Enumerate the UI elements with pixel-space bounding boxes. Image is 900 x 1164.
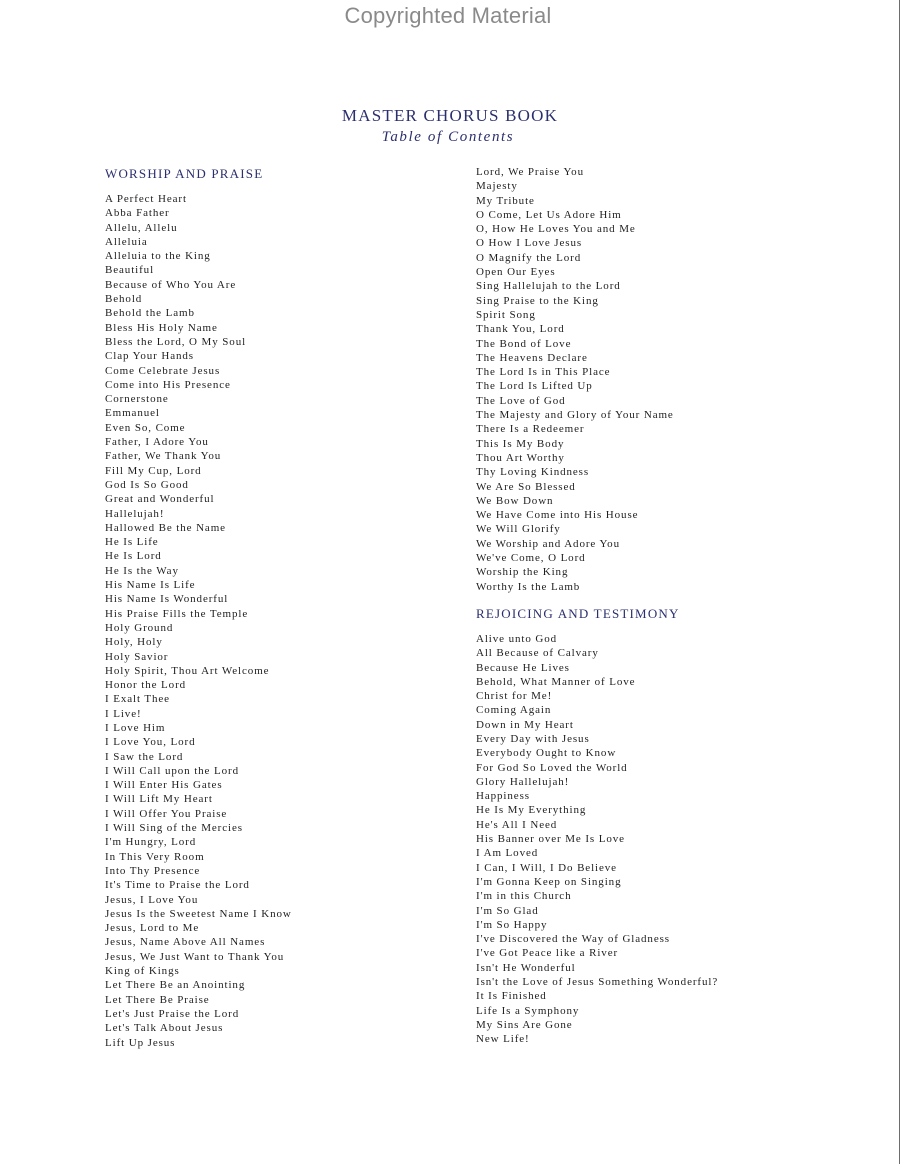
song-title: The Love of God [476,394,566,407]
song-title: A Perfect Heart [105,193,187,205]
song-title: Because of Who You Are [105,278,237,291]
song-title: Everybody Ought to Know [476,747,617,760]
song-title: Open Our Eyes [476,266,556,279]
song-title: Father, I Adore You [105,436,209,449]
song-title: Into Thy Presence [105,864,201,877]
song-title: I Love Him [105,721,166,734]
worship-song-list-continued [476,165,836,594]
song-title: Honor the Lord [105,679,187,692]
song-title: I'm So Glad [476,904,539,917]
song-title: I Will Call upon the Lord [105,764,239,777]
song-title: Let There Be Praise [105,993,210,1006]
rejoicing-song-list [476,632,836,1047]
song-title: Sing Hallelujah to the Lord [476,280,621,293]
song-title: Come Celebrate Jesus [105,364,221,377]
song-title: Sing Praise to the King [476,294,599,307]
song-title: Clap Your Hands [105,350,194,363]
copyright-watermark: Copyrighted Material [344,3,552,28]
song-title: I Can, I Will, I Do Believe [476,861,617,874]
song-title: O How I Love Jesus [476,237,583,250]
song-title: I Will Offer You Praise [105,807,228,820]
song-title: Let's Just Praise the Lord [105,1007,240,1020]
song-title: Holy Savior [105,650,169,663]
song-title: Thank You, Lord [476,323,565,336]
song-title: I'm Gonna Keep on Singing [476,875,622,888]
song-title: King of Kings [105,965,180,978]
song-title: There Is a Redeemer [476,423,585,436]
section-heading-rejoicing: REJOICING AND TESTIMONY [476,605,680,621]
song-title: Worthy Is the Lamb [476,580,581,593]
song-title: Jesus, I Love You [105,893,199,906]
song-title: Holy Ground [105,621,174,634]
song-title: His Praise Fills the Temple [105,607,249,620]
song-title: I Saw the Lord [105,750,184,763]
song-title: I Love You, Lord [105,736,196,749]
song-title: Bless the Lord, O My Soul [105,335,247,348]
song-title: O Magnify the Lord [476,251,582,264]
song-title: He Is My Everything [476,804,587,817]
song-title: Behold, What Manner of Love [476,675,636,688]
song-title: Let There Be an Anointing [105,979,246,992]
right-column [476,165,836,1047]
song-title: Spirit Song [476,308,536,321]
song-title: Abba Father [105,207,170,220]
song-title: We Bow Down [476,494,554,507]
song-title: O Come, Let Us Adore Him [476,208,622,221]
song-title: Thy Loving Kindness [476,466,590,479]
song-title: His Name Is Life [105,579,196,592]
song-title: I Exalt Thee [105,693,170,706]
song-title: Great and Wonderful [105,493,215,506]
song-title: Let's Talk About Jesus [105,1022,224,1035]
song-title: God Is So Good [105,478,189,491]
song-title: We Will Glorify [476,523,561,536]
song-title: The Lord Is in This Place [476,366,611,379]
song-title: I'm Hungry, Lord [105,836,197,849]
song-title: Hallowed Be the Name [105,521,226,534]
song-title: Even So, Come [105,421,186,434]
song-title: He Is Life [105,536,159,549]
song-title: My Sins Are Gone [476,1018,573,1031]
book-title: MASTER CHORUS BOOK [341,106,559,125]
song-title: O, How He Loves You and Me [476,223,636,236]
song-title: Holy, Holy [105,636,163,649]
song-title: Emmanuel [105,407,160,420]
song-title: Fill My Cup, Lord [105,464,202,477]
worship-song-list [105,192,465,1050]
song-title: Bless His Holy Name [105,321,218,334]
song-title: Isn't the Love of Jesus Something Wonderful? [476,976,719,989]
song-title: Every Day with Jesus [476,732,590,745]
song-title: Down in My Heart [476,718,574,731]
song-title: For God So Loved the World [476,761,628,774]
song-title: The Majesty and Glory of Your Name [476,409,674,422]
song-title: Worship the King [476,566,569,579]
song-title: Majesty [476,180,518,193]
song-title: I Will Enter His Gates [105,779,223,792]
song-title: Because He Lives [476,661,570,674]
song-title: Jesus, Name Above All Names [105,936,266,949]
song-title: Allelu, Allelu [105,221,178,234]
song-title: Hallelujah! [105,507,165,520]
song-title: I'm So Happy [476,918,548,931]
song-title: Thou Art Worthy [476,451,565,464]
song-title: The Lord Is Lifted Up [476,380,593,393]
song-title: Alleluia [105,235,148,248]
song-title: It's Time to Praise the Lord [105,879,250,892]
song-title: Jesus, We Just Want to Thank You [105,950,285,963]
song-title: Father, We Thank You [105,450,222,463]
song-title: We've Come, O Lord [476,552,586,565]
left-column [105,165,465,1050]
song-title: In This Very Room [105,850,205,863]
song-title: Jesus Is the Sweetest Name I Know [105,907,292,920]
section-heading-worship: WORSHIP AND PRAISE [105,166,264,181]
song-title: I Will Sing of the Mercies [105,822,243,835]
song-title: Life Is a Symphony [476,1004,580,1017]
song-title: I'm in this Church [476,890,572,903]
song-title: He Is the Way [105,564,179,577]
song-title: Isn't He Wonderful [476,961,576,974]
song-title: Alleluia to the King [105,250,211,263]
song-title: We Are So Blessed [476,480,576,493]
song-title: Christ for Me! [476,690,553,703]
song-title: We Have Come into His House [476,509,639,522]
song-title: I Will Lift My Heart [105,793,213,806]
song-title: The Bond of Love [476,337,572,350]
song-title: He Is Lord [105,550,162,563]
toc-subtitle: Table of Contents [381,129,515,145]
song-title: I Live! [105,707,142,720]
song-title: New Life! [476,1033,530,1046]
song-title: Holy Spirit, Thou Art Welcome [105,664,270,677]
song-title: Come into His Presence [105,378,231,391]
song-title: Beautiful [105,264,155,277]
song-title: I've Got Peace like a River [476,947,619,960]
song-title: Cornerstone [105,393,169,406]
song-title: Alive unto God [476,632,558,645]
song-title: It Is Finished [476,990,547,1003]
song-title: Behold [105,293,143,306]
song-title: Coming Again [476,704,552,717]
song-title: Lift Up Jesus [105,1036,176,1049]
song-title: All Because of Calvary [476,647,599,660]
song-title: Behold the Lamb [105,307,195,320]
song-title: His Name Is Wonderful [105,593,229,606]
song-title: Lord, We Praise You [476,166,584,178]
song-title: Glory Hallelujah! [476,775,570,788]
song-title: I Am Loved [476,847,539,860]
song-title: I've Discovered the Way of Gladness [476,933,670,946]
song-title: Happiness [476,790,530,803]
song-title: He's All I Need [476,818,558,831]
song-title: Jesus, Lord to Me [105,922,200,935]
song-title: My Tribute [476,194,535,207]
song-title: The Heavens Declare [476,351,588,364]
song-title: His Banner over Me Is Love [476,833,625,846]
song-title: This Is My Body [476,437,565,450]
song-title: We Worship and Adore You [476,537,620,550]
